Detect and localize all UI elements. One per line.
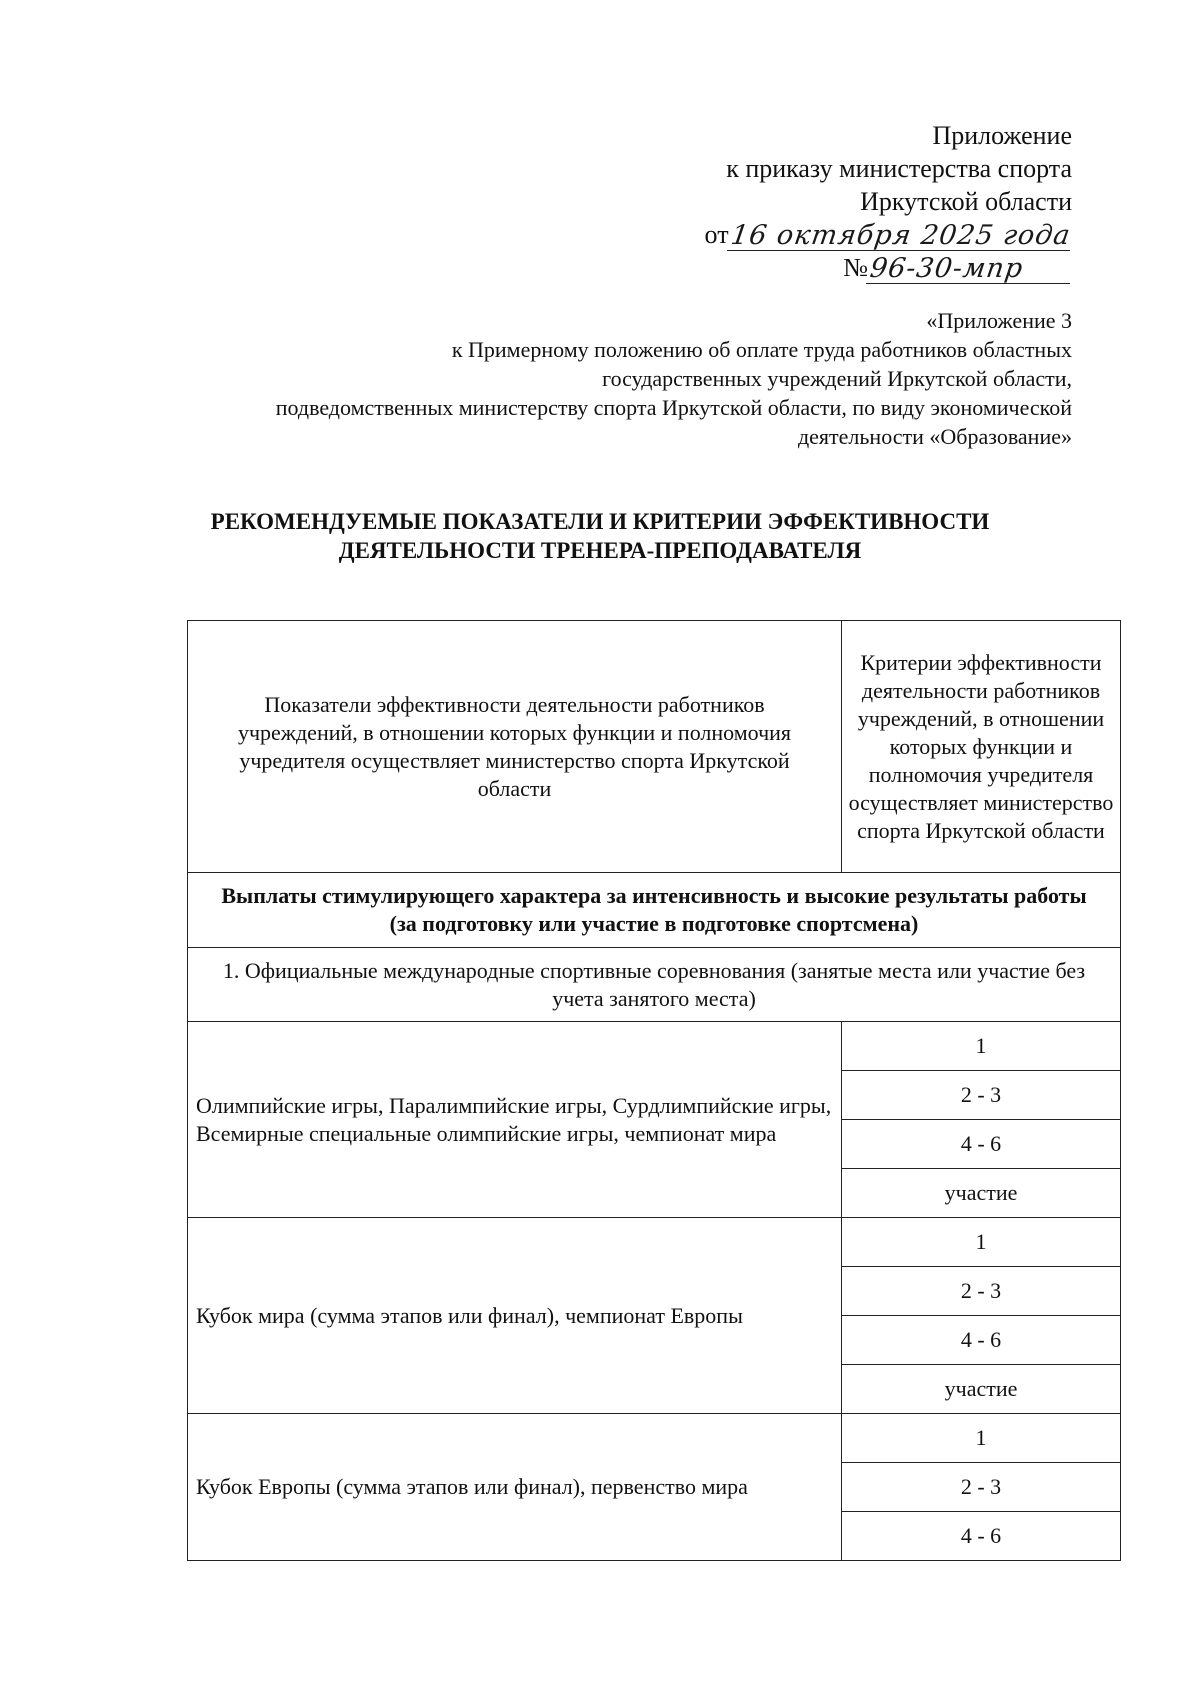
appendix-line-2: к Примерному положению об оплате труда работников областных: [451, 337, 1072, 362]
section-title: Выплаты стимулирующего характера за интенсивность и высокие результаты работы (за подготовку или участие в подготовке спортсмена): [188, 873, 1121, 948]
criterion-cell: участие: [842, 1169, 1121, 1218]
subsection-title: 1. Официальные международные спортивные соревнования (занятые места или участие без учета занятого места): [188, 948, 1121, 1022]
appendix-line-1: «Приложение 3: [926, 308, 1072, 333]
criterion-cell: 2 - 3: [842, 1267, 1121, 1316]
appendix-line-4: подведомственных министерству спорта Иркутской области, по виду экономической: [275, 395, 1072, 420]
document-title: [0, 507, 1200, 565]
header-indicators: Показатели эффективности деятельности работников учреждений, в отношении которых функции и полномочия учредителя осуществляет министерство спорта Иркутской области: [188, 621, 842, 873]
criterion-cell: участие: [842, 1365, 1121, 1414]
handwritten-number: 96-30-мпр: [866, 255, 1074, 284]
header-line-order: к приказу министерства спорта: [726, 154, 1072, 183]
table-header-row: [188, 621, 1121, 873]
date-prefix: от: [704, 220, 729, 249]
criterion-cell: 4 - 6: [842, 1316, 1121, 1365]
criterion-cell: 1: [842, 1218, 1121, 1267]
table-row: [188, 1414, 1121, 1463]
header-line-region: Иркутской области: [860, 187, 1072, 216]
appendix-reference: [276, 306, 1072, 451]
indicator-european-cup: Кубок Европы (сумма этапов или финал), первенство мира: [188, 1414, 842, 1561]
header-criteria: Критерии эффективности деятельности работников учреждений, в отношении которых функции и полномочия учредителя осуществляет министерство спорта Иркутской области: [842, 621, 1121, 873]
indicator-olympic: Олимпийские игры, Паралимпийские игры, Сурдлимпийские игры, Всемирные специальные олимпийские игры, чемпионат мира: [188, 1022, 842, 1218]
order-date-line: [705, 218, 1072, 251]
order-header: [705, 119, 1072, 284]
number-prefix: №: [843, 253, 868, 282]
table-row: [188, 1218, 1121, 1267]
criterion-cell: 4 - 6: [842, 1512, 1121, 1561]
criteria-table: [187, 620, 1121, 1561]
header-line-appendix: Приложение: [932, 121, 1072, 150]
order-number-line: [705, 251, 1072, 284]
title-line-1: РЕКОМЕНДУЕМЫЕ ПОКАЗАТЕЛИ И КРИТЕРИИ ЭФФЕКТИВНОСТИ: [210, 509, 990, 534]
handwritten-date: 16 октября 2025 года: [728, 220, 1073, 251]
section-row: [188, 873, 1121, 948]
table-row: [188, 1022, 1121, 1071]
criterion-cell: 2 - 3: [842, 1463, 1121, 1512]
criterion-cell: 4 - 6: [842, 1120, 1121, 1169]
criterion-cell: 1: [842, 1414, 1121, 1463]
criterion-cell: 2 - 3: [842, 1071, 1121, 1120]
indicator-world-cup: Кубок мира (сумма этапов или финал), чемпионат Европы: [188, 1218, 842, 1414]
subsection-row: [188, 948, 1121, 1022]
appendix-line-3: государственных учреждений Иркутской области,: [602, 366, 1072, 391]
title-line-2: ДЕЯТЕЛЬНОСТИ ТРЕНЕРА-ПРЕПОДАВАТЕЛЯ: [338, 538, 862, 563]
criterion-cell: 1: [842, 1022, 1121, 1071]
appendix-line-5: деятельности «Образование»: [797, 424, 1072, 449]
